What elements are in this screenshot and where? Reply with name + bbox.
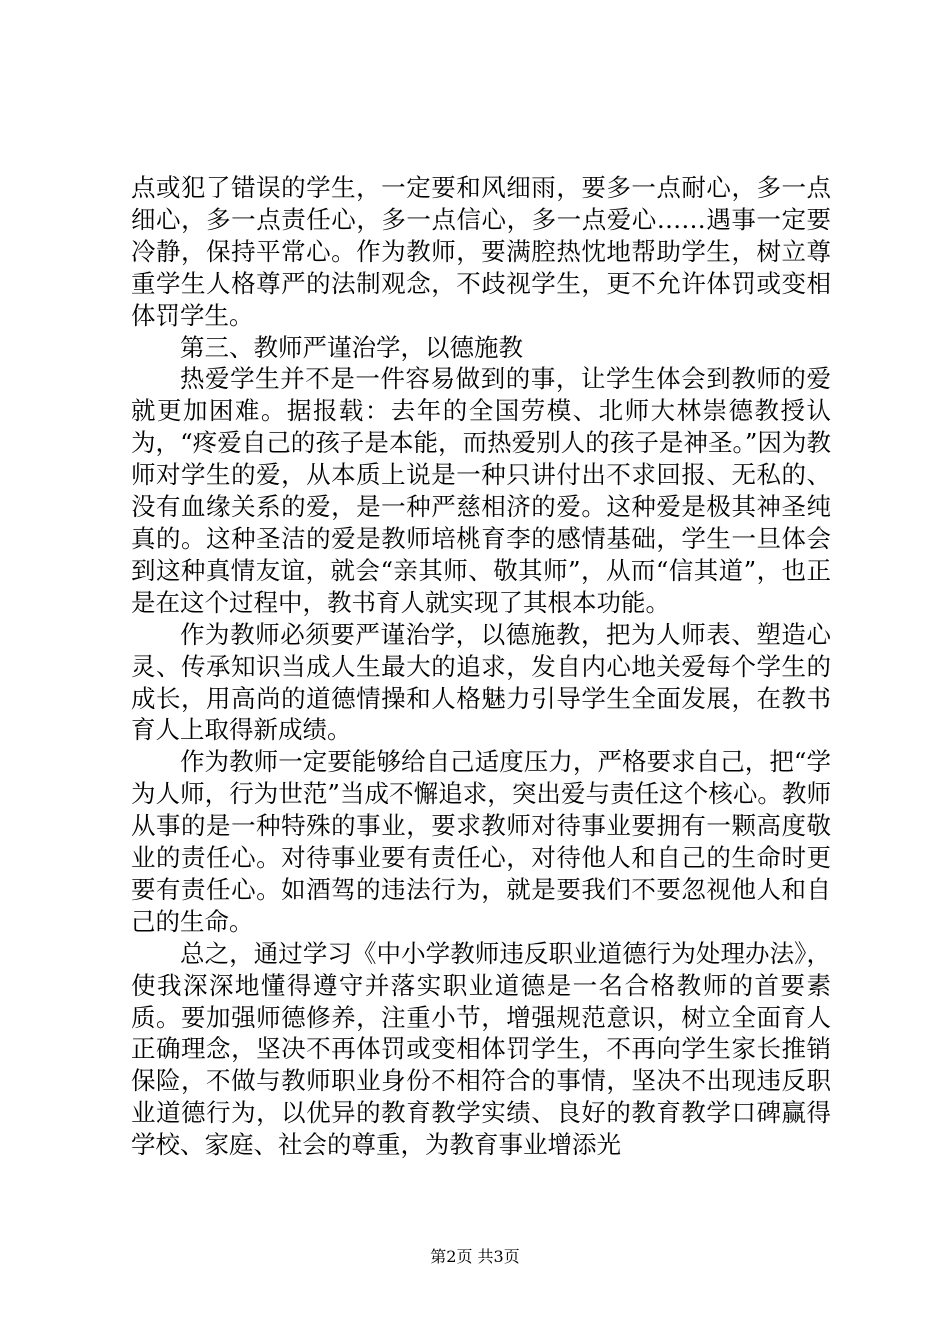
paragraph-4: 作为教师一定要能够给自己适度压力，严格要求自己，把“学为人师，行为世范”当成不懈追求，突出爱与责任这个核心。教师从事的是一种特殊的事业，要求教师对待事业要拥有一颗高度敬业的责任心。对待事业要有责任心，对待他人和自己的生命时更要有责任心。如酒驾的违法行为，就是要我们不要忽视他人和自己的生命。 xyxy=(131,747,831,936)
paragraph-3: 作为教师必须要严谨治学，以德施教，把为人师表、塑造心灵、传承知识当成人生最大的追求，发自内心地关爱每个学生的成长，用高尚的道德情操和人格魅力引导学生全面发展，在教书育人上取得新成绩。 xyxy=(131,619,831,745)
document-body xyxy=(131,172,831,1161)
page-number-footer: 第2页 共3页 xyxy=(430,1247,520,1266)
paragraph-2: 热爱学生并不是一件容易做到的事，让学生体会到教师的爱就更加困难。据报载：去年的全国劳模、北师大林崇德教授认为，“疼爱自己的孩子是本能，而热爱别人的孩子是神圣。”因为教师对学生的爱，从本质上说是一种只讲付出不求回报、无私的、没有血缘关系的爱，是一种严慈相济的爱。这种爱是极其神圣纯真的。这种圣洁的爱是教师培桃育李的感情基础，学生一旦体会到这种真情友谊，就会“亲其师、敬其师”，从而“信其道”，也正是在这个过程中，教书育人就实现了其根本功能。 xyxy=(131,364,831,617)
paragraph-5: 总之，通过学习《中小学教师违反职业道德行为处理办法》，使我深深地懂得遵守并落实职业道德是一名合格教师的首要素质。要加强师德修养，注重小节，增强规范意识，树立全面育人正确理念，坚决不再体罚或变相体罚学生，不再向学生家长推销保险，不做与教师职业身份不相符合的事情，坚决不出现违反职业道德行为，以优异的教育教学实绩、良好的教育教学口碑赢得学校、家庭、社会的尊重，为教育事业增添光 xyxy=(131,938,831,1160)
paragraph-1: 点或犯了错误的学生，一定要和风细雨，要多一点耐心，多一点细心，多一点责任心，多一点信心，多一点爱心……遇事一定要冷静，保持平常心。作为教师，要满腔热忱地帮助学生，树立尊重学生人格尊严的法制观念，不歧视学生，更不允许体罚或变相体罚学生。 xyxy=(131,173,831,330)
section-heading: 第三、教师严谨治学，以德施教 xyxy=(180,332,523,362)
